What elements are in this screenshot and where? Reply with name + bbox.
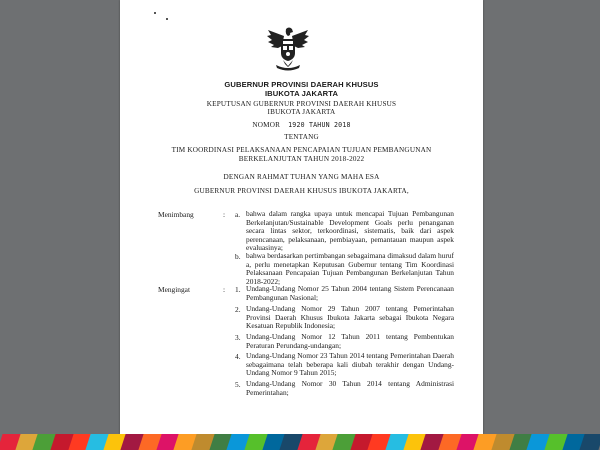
decree-number bbox=[120, 121, 483, 129]
mengingat-marker-2: 2. bbox=[235, 305, 241, 314]
mengingat-item-3: Undang-Undang Nomor 12 Tahun 2011 tentang Pembentukan Peraturan Perundang-undangan; bbox=[246, 332, 454, 350]
menimbang-marker-b: b. bbox=[235, 252, 241, 261]
decree-number-value: 1920 TAHUN 2018 bbox=[288, 121, 351, 129]
decree-number-label: NOMOR bbox=[252, 121, 281, 129]
scan-speck bbox=[154, 12, 156, 14]
mengingat-item-1: Undang-Undang Nomor 25 Tahun 2004 tentang Sistem Perencanaan Pembangunan Nasional; bbox=[246, 284, 454, 302]
menimbang-item-b: bahwa berdasarkan pertimbangan sebagaimana dimaksud dalam huruf a, perlu menetapkan Keputusan Gubernur tentang Tim Koordinasi Pelaksanaan Pencapaian Tujuan Pembangunan Berkelanjutan Tahun 2018-2022; bbox=[246, 251, 454, 286]
sdg-stripe-segment bbox=[580, 434, 600, 450]
menimbang-colon: : bbox=[223, 210, 226, 219]
mengingat-marker-3: 3. bbox=[235, 333, 241, 342]
decree-title-line2: BERKELANJUTAN TAHUN 2018-2022 bbox=[238, 155, 365, 163]
menimbang-marker-a: a. bbox=[235, 210, 241, 219]
blessing-line: DENGAN RAHMAT TUHAN YANG MAHA ESA bbox=[223, 173, 380, 181]
scan-speck bbox=[166, 18, 168, 20]
governor-line: GUBERNUR PROVINSI DAERAH KHUSUS IBUKOTA JAKARTA, bbox=[194, 187, 409, 195]
document-page bbox=[120, 0, 483, 434]
governor-header-line1: GUBERNUR PROVINSI DAERAH KHUSUS bbox=[224, 80, 379, 89]
garuda-emblem-icon bbox=[266, 26, 310, 72]
mengingat-marker-1: 1. bbox=[235, 285, 241, 294]
menimbang-item-a: bahwa dalam rangka upaya untuk mencapai Tujuan Pembangunan Berkelanjutan/Sustainable Development Goals perlu penanganan secara lintas sektor, terkoordinasi, sistematis, baik dari aspek perencanaan, pelaksanaan, pembiayaan, pemantauan maupun aspek evaluasinya; bbox=[246, 209, 454, 253]
mengingat-marker-4: 4. bbox=[235, 352, 241, 361]
menimbang-label: Menimbang bbox=[158, 210, 194, 219]
mengingat-label: Mengingat bbox=[158, 285, 191, 294]
mengingat-item-2: Undang-Undang Nomor 29 Tahun 2007 tentang Pemerintahan Provinsi Daerah Khusus Ibukota Jakarta sebagai Ibukota Negara Kesatuan Republik Indonesia; bbox=[246, 304, 454, 331]
sdg-color-strip bbox=[0, 434, 600, 450]
governor-header-line2: IBUKOTA JAKARTA bbox=[264, 89, 339, 98]
tentang-label: TENTANG bbox=[284, 133, 319, 141]
decree-heading-line1: KEPUTUSAN GUBERNUR PROVINSI DAERAH KHUSUS bbox=[206, 100, 397, 108]
decree-heading-line2: IBUKOTA JAKARTA bbox=[267, 108, 336, 116]
mengingat-marker-5: 5. bbox=[235, 380, 241, 389]
decree-title-line1: TIM KOORDINASI PELAKSANAAN PENCAPAIAN TUJUAN PEMBANGUNAN bbox=[171, 146, 432, 154]
mengingat-item-4: Undang-Undang Nomor 23 Tahun 2014 tentang Pemerintahan Daerah sebagaimana telah beberapa kali diubah terakhir dengan Undang-Undang Nomor 9 Tahun 2015; bbox=[246, 351, 454, 378]
mengingat-item-5: Undang-Undang Nomor 30 Tahun 2014 tentang Administrasi Pemerintahan; bbox=[246, 379, 454, 397]
mengingat-colon: : bbox=[223, 285, 226, 294]
